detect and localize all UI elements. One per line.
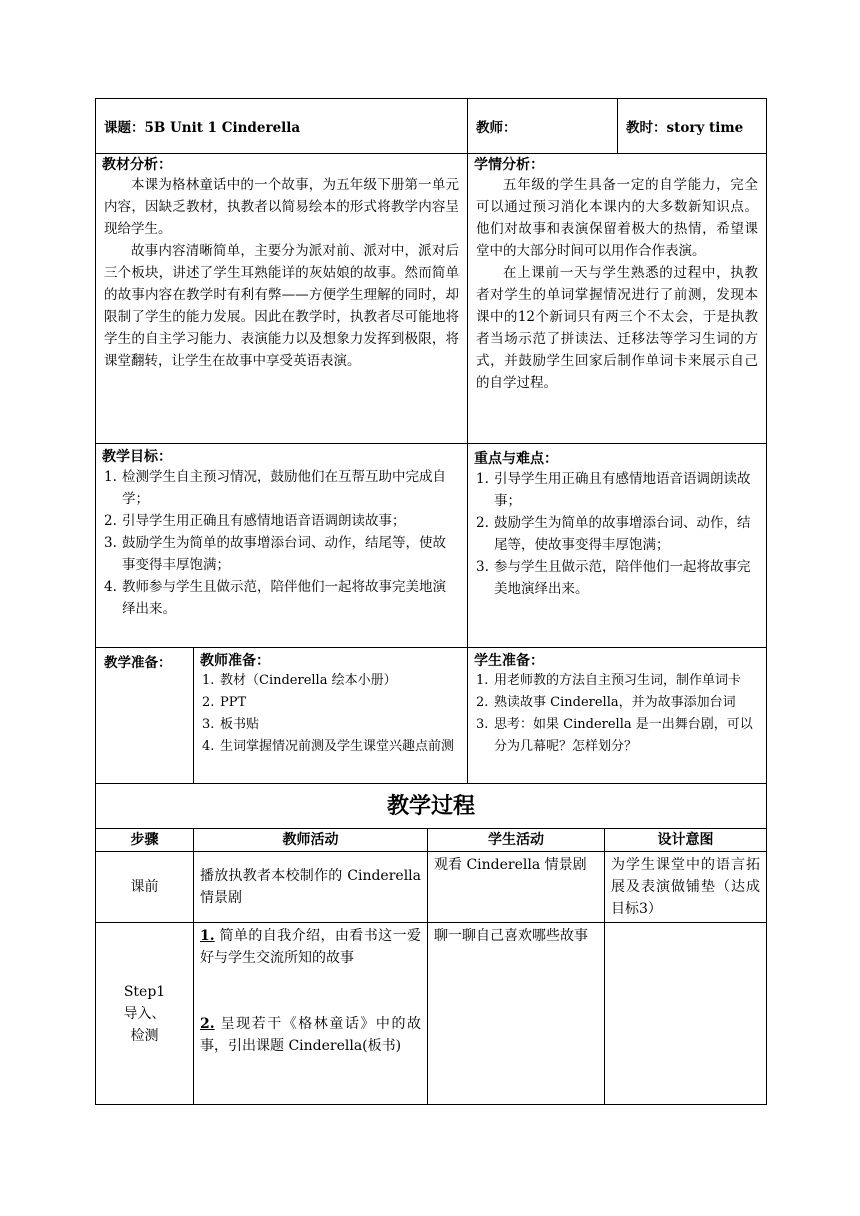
material-analysis-para-2: 故事内容清晰简单，主要分为派对前、派对中，派对后三个板块，讲述了学生耳熟能详的灰姑娘的故事。然而简单的故事内容在教学时有利有弊——方便学生理解的同时，却限制了学生的能力发展。因此在教学时，执教者尽可能地将学生的自主学习能力、表演能力以及想象力发挥到极限，将课堂翻转，让学生在故事中享受英语表演。 xyxy=(104,243,460,369)
step-label: 导入、 xyxy=(123,1005,166,1022)
key-points-cell xyxy=(468,444,767,648)
list-item: 1. 用老师教的方法自主预习生词，制作单词卡 xyxy=(476,673,742,688)
teacher-prep-title: 教师准备： xyxy=(200,653,270,669)
step-cell: 课前 xyxy=(96,852,194,923)
intent-cell: 为学生课堂中的语言拓展及表演做铺垫（达成目标3） xyxy=(605,852,767,923)
student-analysis-cell xyxy=(468,154,767,444)
table-row xyxy=(96,923,767,1105)
teacher-activity-cell xyxy=(194,923,428,1105)
list-item: 2. 引导学生用正确且有感情地语音语调朗读故事； xyxy=(104,513,406,529)
step-label: Step1 xyxy=(123,983,166,1000)
activity-item: 2. 呈现若干《格林童话》中的故事，引出课题 Cinderella(板书) xyxy=(200,1016,421,1054)
material-analysis-title: 教材分析： xyxy=(102,157,172,173)
teacher-activity-cell: 播放执教者本校制作的 Cinderella 情景剧 xyxy=(194,852,428,923)
objectives-list xyxy=(96,466,467,620)
step-cell xyxy=(96,923,194,1105)
column-header-intent: 设计意图 xyxy=(605,829,767,852)
period-cell: 教时：story time xyxy=(618,99,767,154)
list-item: 1. 教材（Cinderella 绘本小册） xyxy=(202,673,397,688)
key-points-title: 重点与难点： xyxy=(474,451,559,467)
activity-item: 1. 简单的自我介绍，由看书这一爱好与学生交流所知的故事 xyxy=(200,928,421,966)
list-item: 2. PPT xyxy=(202,695,247,710)
list-item: 4. 生词掌握情况前测及学生课堂兴趣点前测 xyxy=(202,739,455,754)
material-analysis-cell xyxy=(96,154,468,444)
student-analysis-title: 学情分析： xyxy=(474,157,545,173)
list-item: 3. 参与学生且做示范，陪伴他们一起将故事完美地演绎出来。 xyxy=(476,559,751,597)
intent-cell xyxy=(605,923,767,1105)
teacher-prep-cell xyxy=(194,648,468,784)
table-row xyxy=(96,852,767,923)
lesson-info-table xyxy=(95,98,767,784)
topic-cell: 课题：5B Unit 1 Cinderella xyxy=(96,99,468,154)
student-activity-cell: 聊一聊自己喜欢哪些故事 xyxy=(428,923,605,1105)
process-title: 教学过程 xyxy=(96,784,767,829)
list-item: 1. 引导学生用正确且有感情地语音语调朗读故事； xyxy=(476,471,751,509)
preparation-label: 教学准备： xyxy=(96,648,194,784)
objectives-title: 教学目标： xyxy=(102,449,172,465)
list-item: 3. 思考：如果 Cinderella 是一出舞台剧，可以分为几幕呢？怎样划分？ xyxy=(476,717,753,754)
lesson-plan-page xyxy=(95,98,766,1105)
list-item: 3. 鼓励学生为简单的故事增添台词、动作，结尾等，使故事变得丰厚饱满； xyxy=(104,535,446,573)
list-item: 1. 检测学生自主预习情况，鼓励他们在互帮互助中完成自学； xyxy=(104,469,446,507)
student-activity-cell: 观看 Cinderella 情景剧 xyxy=(428,852,605,923)
student-analysis-para-2: 在上课前一天与学生熟悉的过程中，执教者对学生的单词掌握情况进行了前测，发现本课中的12个新词只有两三个不太会，于是执教者当场示范了拼读法、迁移法等学习生词的方式，并鼓励学生回家后制作单词卡来展示自己的自学过程。 xyxy=(476,265,759,391)
column-header-step: 步骤 xyxy=(96,829,194,852)
list-item: 3. 板书贴 xyxy=(202,717,260,732)
student-prep-cell xyxy=(468,648,767,784)
list-item: 2. 鼓励学生为简单的故事增添台词、动作，结尾等，使故事变得丰厚饱满； xyxy=(476,515,751,553)
teacher-cell: 教师： xyxy=(468,99,618,154)
objectives-cell xyxy=(96,444,468,648)
key-points-list xyxy=(468,468,766,600)
list-item: 2. 熟读故事 Cinderella，并为故事添加台词 xyxy=(476,695,736,710)
student-analysis-para-1: 五年级的学生具备一定的自学能力，完全可以通过预习消化本课内的大多数新知识点。他们对故事和表演保留着极大的热情，希望课堂中的大部分时间可以用作合作表演。 xyxy=(476,177,759,259)
column-header-student: 学生活动 xyxy=(428,829,605,852)
material-analysis-para-1: 本课为格林童话中的一个故事，为五年级下册第一单元内容，因缺乏教材，执教者以简易绘本的形式将教学内容呈现给学生。 xyxy=(104,177,460,237)
student-prep-list xyxy=(468,670,766,758)
column-header-teacher: 教师活动 xyxy=(194,829,428,852)
student-prep-title: 学生准备： xyxy=(474,653,545,669)
teacher-prep-list xyxy=(194,670,467,758)
list-item: 4. 教师参与学生且做示范，陪伴他们一起将故事完美地演绎出来。 xyxy=(104,579,446,617)
process-table xyxy=(95,783,767,1105)
step-label: 检测 xyxy=(130,1027,159,1044)
